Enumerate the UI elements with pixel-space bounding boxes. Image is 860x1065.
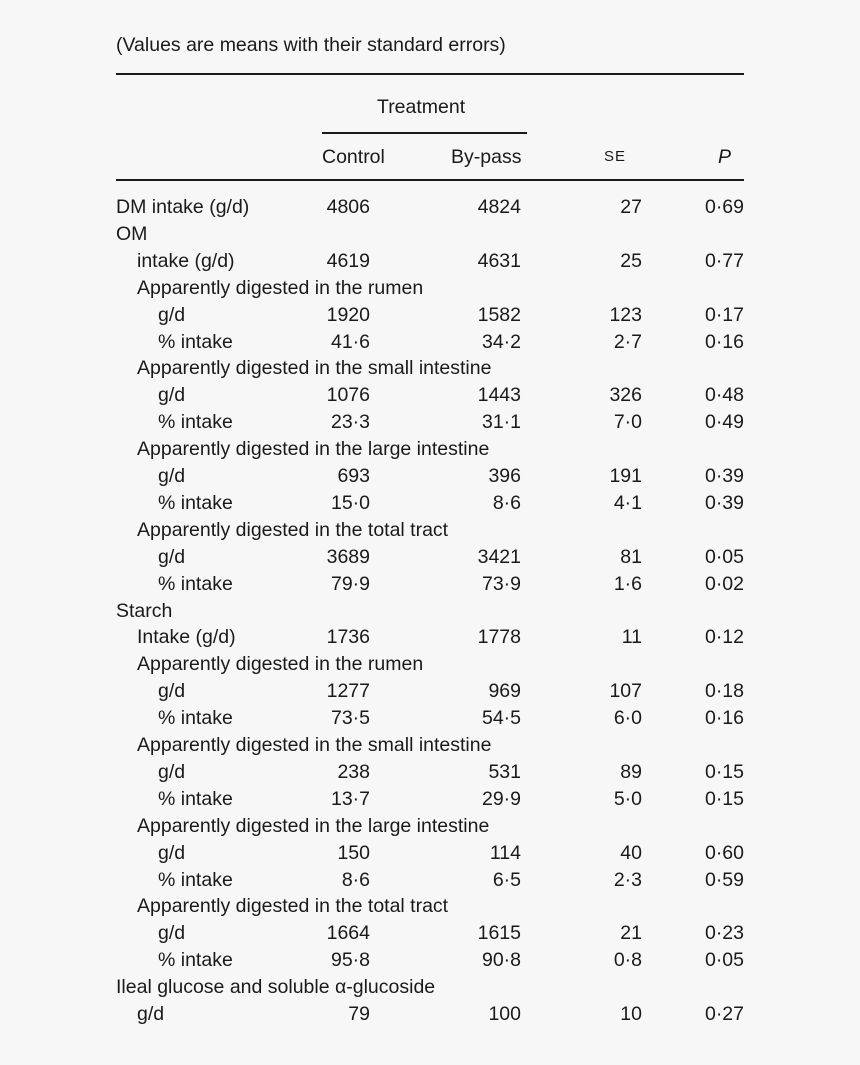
cell-bypass: 8·6 xyxy=(492,491,521,514)
top-rule xyxy=(116,73,744,75)
cell-control: 41·6 xyxy=(330,330,370,353)
table-row xyxy=(0,1003,860,1030)
table-row xyxy=(0,976,860,1003)
row-label: Apparently digested in the total tract xyxy=(137,895,449,918)
cell-p: 0·05 xyxy=(704,545,744,568)
table-row xyxy=(0,438,860,465)
table-row xyxy=(0,546,860,573)
row-label: % intake xyxy=(158,707,233,730)
row-label: % intake xyxy=(158,572,233,595)
cell-p: 0·60 xyxy=(704,841,744,864)
cell-bypass: 1615 xyxy=(477,922,521,945)
cell-p: 0·77 xyxy=(704,249,744,272)
table-row xyxy=(0,600,860,627)
cell-control: 150 xyxy=(337,841,370,864)
cell-bypass: 6·5 xyxy=(492,868,521,891)
cell-se: 2·7 xyxy=(613,330,642,353)
cell-control: 15·0 xyxy=(330,491,370,514)
cell-p: 0·12 xyxy=(704,626,744,649)
cell-bypass: 396 xyxy=(488,465,521,487)
cell-bypass: 54·5 xyxy=(481,707,521,730)
cell-bypass: 31·1 xyxy=(481,411,521,434)
header-rule xyxy=(116,179,744,181)
cell-se: 81 xyxy=(620,545,642,568)
row-label: Apparently digested in the total tract xyxy=(137,518,449,541)
table-row xyxy=(0,653,860,680)
table-row xyxy=(0,465,860,492)
cell-p: 0·48 xyxy=(704,384,744,407)
cell-control: 79·9 xyxy=(330,572,370,595)
cell-control: 238 xyxy=(337,760,370,783)
row-label: Apparently digested in the large intestine xyxy=(137,814,490,837)
column-header-se: SE xyxy=(604,148,627,165)
cell-control: 4619 xyxy=(326,249,370,272)
treatment-group-header: Treatment xyxy=(377,96,466,118)
cell-bypass: 531 xyxy=(488,760,521,783)
table-row xyxy=(0,331,860,358)
row-label: g/d xyxy=(158,465,186,487)
cell-se: 5·0 xyxy=(613,787,642,810)
cell-se: 27 xyxy=(620,196,642,218)
table-row xyxy=(0,196,860,223)
cell-se: 1·6 xyxy=(613,572,642,595)
cell-p: 0·16 xyxy=(704,707,744,730)
row-label: g/d xyxy=(137,1003,165,1025)
cell-se: 89 xyxy=(620,760,642,783)
column-header-p: P xyxy=(718,146,732,168)
cell-control: 13·7 xyxy=(330,787,370,810)
table-row xyxy=(0,842,860,869)
cell-control: 8·6 xyxy=(341,868,370,891)
row-label: OM xyxy=(116,222,148,245)
table-row xyxy=(0,895,860,922)
cell-control: 23·3 xyxy=(330,411,370,434)
cell-bypass: 114 xyxy=(489,841,521,864)
table-caption: (Values are means with their standard errors) xyxy=(116,34,506,56)
cell-p: 0·27 xyxy=(704,1003,744,1025)
table-row xyxy=(0,815,860,842)
cell-bypass: 1778 xyxy=(477,626,521,649)
row-label: % intake xyxy=(158,411,233,434)
cell-se: 7·0 xyxy=(613,411,642,434)
cell-p: 0·59 xyxy=(704,868,744,891)
cell-se: 10 xyxy=(620,1003,642,1025)
table-row xyxy=(0,573,860,600)
cell-control: 1664 xyxy=(326,922,370,945)
cell-bypass: 1582 xyxy=(477,303,521,326)
table-row xyxy=(0,761,860,788)
cell-se: 123 xyxy=(609,303,642,326)
cell-bypass: 100 xyxy=(488,1003,521,1025)
table-row xyxy=(0,384,860,411)
table-row xyxy=(0,357,860,384)
cell-p: 0·39 xyxy=(704,491,744,514)
table-row xyxy=(0,788,860,815)
column-header-bypass: By-pass xyxy=(451,146,522,168)
row-label: Apparently digested in the small intestine xyxy=(137,734,492,756)
table-row xyxy=(0,250,860,277)
row-label: g/d xyxy=(158,680,186,703)
table-row xyxy=(0,869,860,896)
cell-p: 0·02 xyxy=(704,572,744,595)
table-row xyxy=(0,223,860,250)
row-label: % intake xyxy=(158,949,233,972)
cell-bypass: 73·9 xyxy=(481,572,521,595)
cell-p: 0·49 xyxy=(704,411,744,434)
cell-control: 4806 xyxy=(326,196,370,218)
row-label: Apparently digested in the rumen xyxy=(137,276,424,299)
treatment-group-rule xyxy=(322,132,527,134)
row-label: g/d xyxy=(158,922,186,945)
row-label: Intake (g/d) xyxy=(137,626,236,649)
cell-p: 0·39 xyxy=(704,465,744,487)
cell-se: 40 xyxy=(620,841,642,864)
row-label: g/d xyxy=(158,841,186,864)
cell-control: 73·5 xyxy=(330,707,370,730)
column-header-control: Control xyxy=(322,146,385,168)
cell-control: 79 xyxy=(348,1003,370,1025)
cell-bypass: 969 xyxy=(488,680,521,703)
cell-control: 1277 xyxy=(326,680,370,703)
cell-se: 0·8 xyxy=(613,949,642,972)
cell-control: 95·8 xyxy=(330,949,370,972)
row-label: g/d xyxy=(158,384,186,407)
cell-p: 0·23 xyxy=(704,922,744,945)
cell-control: 1076 xyxy=(326,384,370,407)
cell-p: 0·69 xyxy=(704,196,744,218)
cell-se: 2·3 xyxy=(613,868,642,891)
row-label: Apparently digested in the large intestine xyxy=(137,438,490,461)
row-label: % intake xyxy=(158,787,233,810)
cell-bypass: 34·2 xyxy=(481,330,521,353)
table-row xyxy=(0,734,860,761)
cell-p: 0·18 xyxy=(704,680,744,703)
cell-p: 0·17 xyxy=(704,303,744,326)
row-label: % intake xyxy=(158,330,233,353)
row-label: Ileal glucose and soluble α-glucoside xyxy=(116,976,436,999)
cell-bypass: 29·9 xyxy=(481,787,521,810)
cell-se: 4·1 xyxy=(613,491,642,514)
row-label: Apparently digested in the rumen xyxy=(137,653,424,676)
row-label: DM intake (g/d) xyxy=(116,196,250,218)
cell-se: 21 xyxy=(620,922,642,945)
table-row xyxy=(0,680,860,707)
cell-se: 107 xyxy=(609,680,642,703)
cell-p: 0·15 xyxy=(704,787,744,810)
cell-control: 693 xyxy=(337,465,370,487)
cell-se: 25 xyxy=(620,249,642,272)
cell-p: 0·05 xyxy=(704,949,744,972)
cell-control: 3689 xyxy=(326,545,370,568)
table-row xyxy=(0,304,860,331)
cell-p: 0·15 xyxy=(704,760,744,783)
table-row xyxy=(0,949,860,976)
row-label: g/d xyxy=(158,545,186,568)
row-label: % intake xyxy=(158,868,233,891)
cell-control: 1736 xyxy=(326,626,370,649)
cell-control: 1920 xyxy=(326,303,370,326)
table-row xyxy=(0,626,860,653)
cell-p: 0·16 xyxy=(704,330,744,353)
cell-bypass: 3421 xyxy=(477,545,521,568)
row-label: intake (g/d) xyxy=(137,249,235,272)
cell-se: 6·0 xyxy=(613,707,642,730)
cell-se: 326 xyxy=(609,384,642,407)
table-row xyxy=(0,277,860,304)
cell-bypass: 4631 xyxy=(477,249,521,272)
table-row xyxy=(0,519,860,546)
table-row xyxy=(0,411,860,438)
cell-bypass: 1443 xyxy=(477,384,521,407)
row-label: Apparently digested in the small intestine xyxy=(137,357,492,380)
row-label: g/d xyxy=(158,303,186,326)
row-label: Starch xyxy=(116,599,173,622)
table-row xyxy=(0,922,860,949)
row-label: % intake xyxy=(158,491,233,514)
row-label: g/d xyxy=(158,760,186,783)
table-row xyxy=(0,492,860,519)
cell-se: 191 xyxy=(609,465,642,487)
cell-bypass: 90·8 xyxy=(481,949,521,972)
cell-bypass: 4824 xyxy=(477,196,521,218)
cell-se: 11 xyxy=(621,626,642,649)
table-row xyxy=(0,707,860,734)
